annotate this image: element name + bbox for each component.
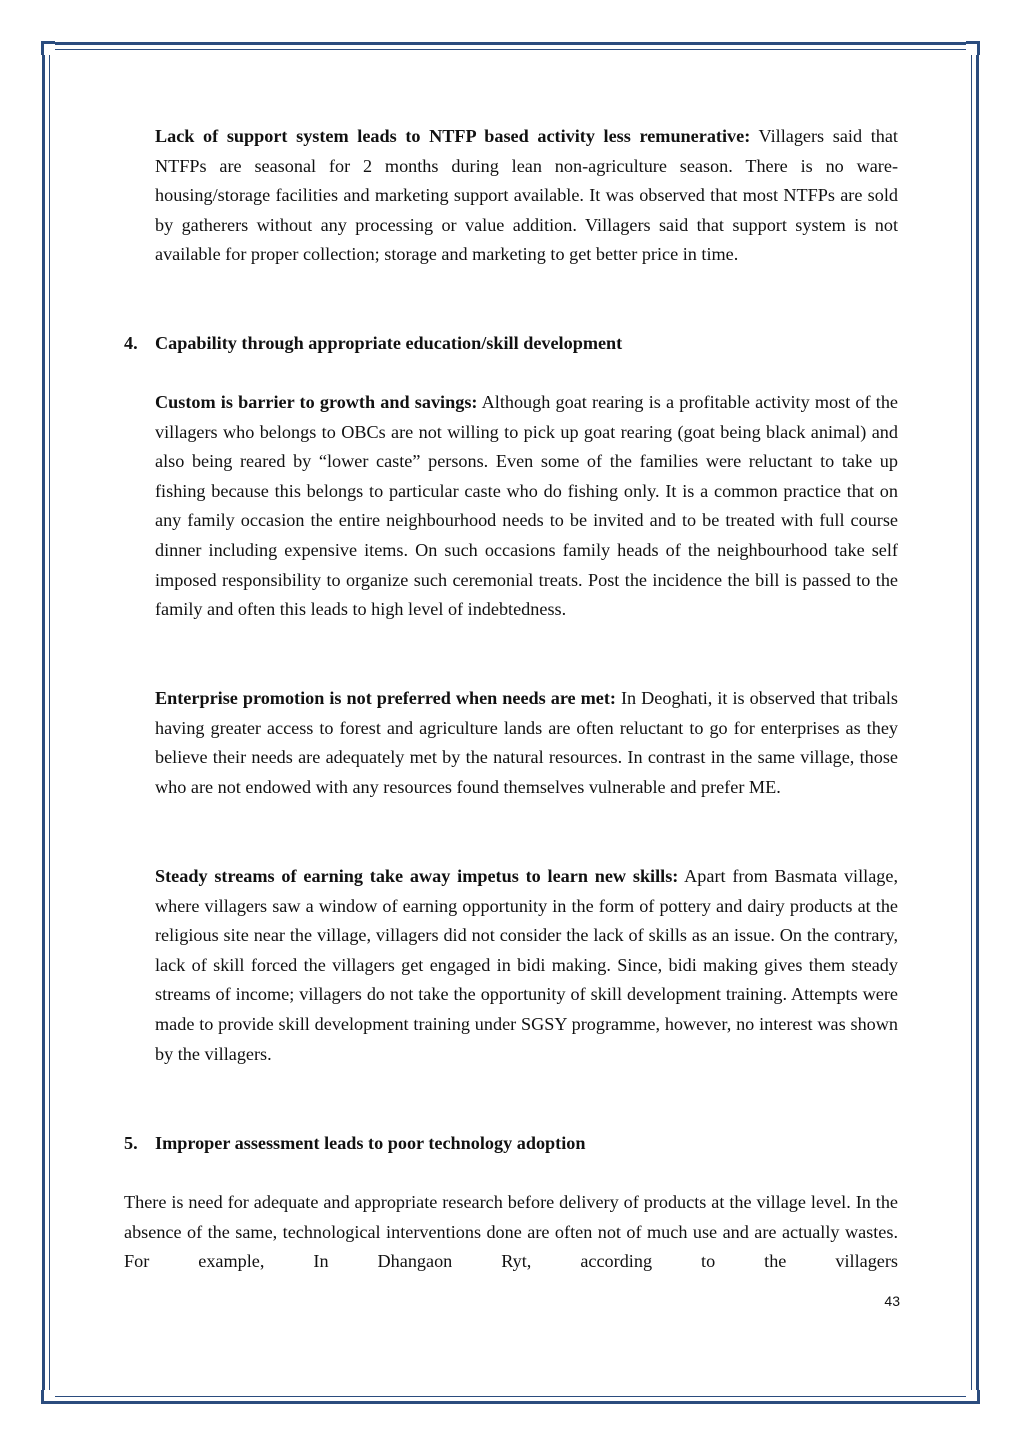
paragraph-research-need [124, 1188, 898, 1277]
paragraph-ntfp-support [155, 122, 898, 270]
section-heading-4 [124, 329, 622, 359]
paragraph-body: In Deoghati, it is observed that tribals having greater access to forest and agriculture lands are often reluctant to go for enterprises as they believe their needs are adequately met by the natural resources. In contrast in the same village, those who are not endowed with any resources found themselves vulnerable and prefer ME. [155, 688, 898, 797]
paragraph-enterprise-promotion [155, 684, 898, 802]
section-title: Improper assessment leads to poor technology adoption [155, 1133, 586, 1153]
section-title: Capability through appropriate education/skill development [155, 333, 623, 353]
border-corner-bottom-left [41, 1390, 55, 1404]
paragraph-body: Although goat rearing is a profitable activity most of the villagers who belongs to OBCs are not willing to pick up goat rearing (goat being black animal) and also being reared by “lower caste” persons. Even some of the families were reluctant to take up fishing because this belongs to particular caste who do fishing only. It is a common practice that on any family occasion the entire neighbourhood needs to be invited and to be treated with full course dinner including expensive items. On such occasions family heads of the neighbourhood take self imposed responsibility to organize such ceremonial treats. Post the incidence the bill is passed to the family and often this leads to high level of indebtedness. [155, 392, 898, 620]
border-corner-bottom-right [966, 1390, 980, 1404]
page-number: 43 [884, 1293, 900, 1309]
section-heading-5 [124, 1129, 585, 1159]
paragraph-body: Apart from Basmata village, where villagers saw a window of earning opportunity in the form of pottery and dairy products at the religious site near the village, villagers did not consider the lack of skills as an issue. On the contrary, lack of skill forced the villagers get engaged in bidi making. Since, bidi making gives them steady streams of income; villagers do not take the opportunity of skill development training. Attempts were made to provide skill development training under SGSY programme, however, no interest was shown by the villagers. [155, 866, 898, 1064]
paragraph-lead: Custom is barrier to growth and savings: [155, 392, 478, 412]
paragraph-lead: Lack of support system leads to NTFP based activity less remunerative: [155, 126, 751, 146]
section-number: 4. [124, 333, 138, 353]
paragraph-custom-barrier [155, 388, 898, 625]
section-number: 5. [124, 1133, 138, 1153]
paragraph-body: Villagers said that NTFPs are seasonal for 2 months during lean non-agriculture season. There is no ware-housing/storage facilities and marketing support available. It was observed that most NTFPs are sold by gatherers without any processing or value addition. Villagers said that support system is not available for proper collection; storage and marketing to get better price in time. [155, 126, 898, 265]
paragraph-body: There is need for adequate and appropriate research before delivery of products at the village level. In the absence of the same, technological interventions done are often not of much use and are actually wastes. For example, In Dhangaon Ryt, according to the villagers [124, 1192, 898, 1272]
paragraph-steady-streams [155, 862, 898, 1069]
paragraph-lead: Steady streams of earning take away impetus to learn new skills: [155, 866, 679, 886]
border-corner-top-right [966, 41, 980, 55]
border-corner-top-left [41, 41, 55, 55]
paragraph-lead: Enterprise promotion is not preferred when needs are met: [155, 688, 616, 708]
